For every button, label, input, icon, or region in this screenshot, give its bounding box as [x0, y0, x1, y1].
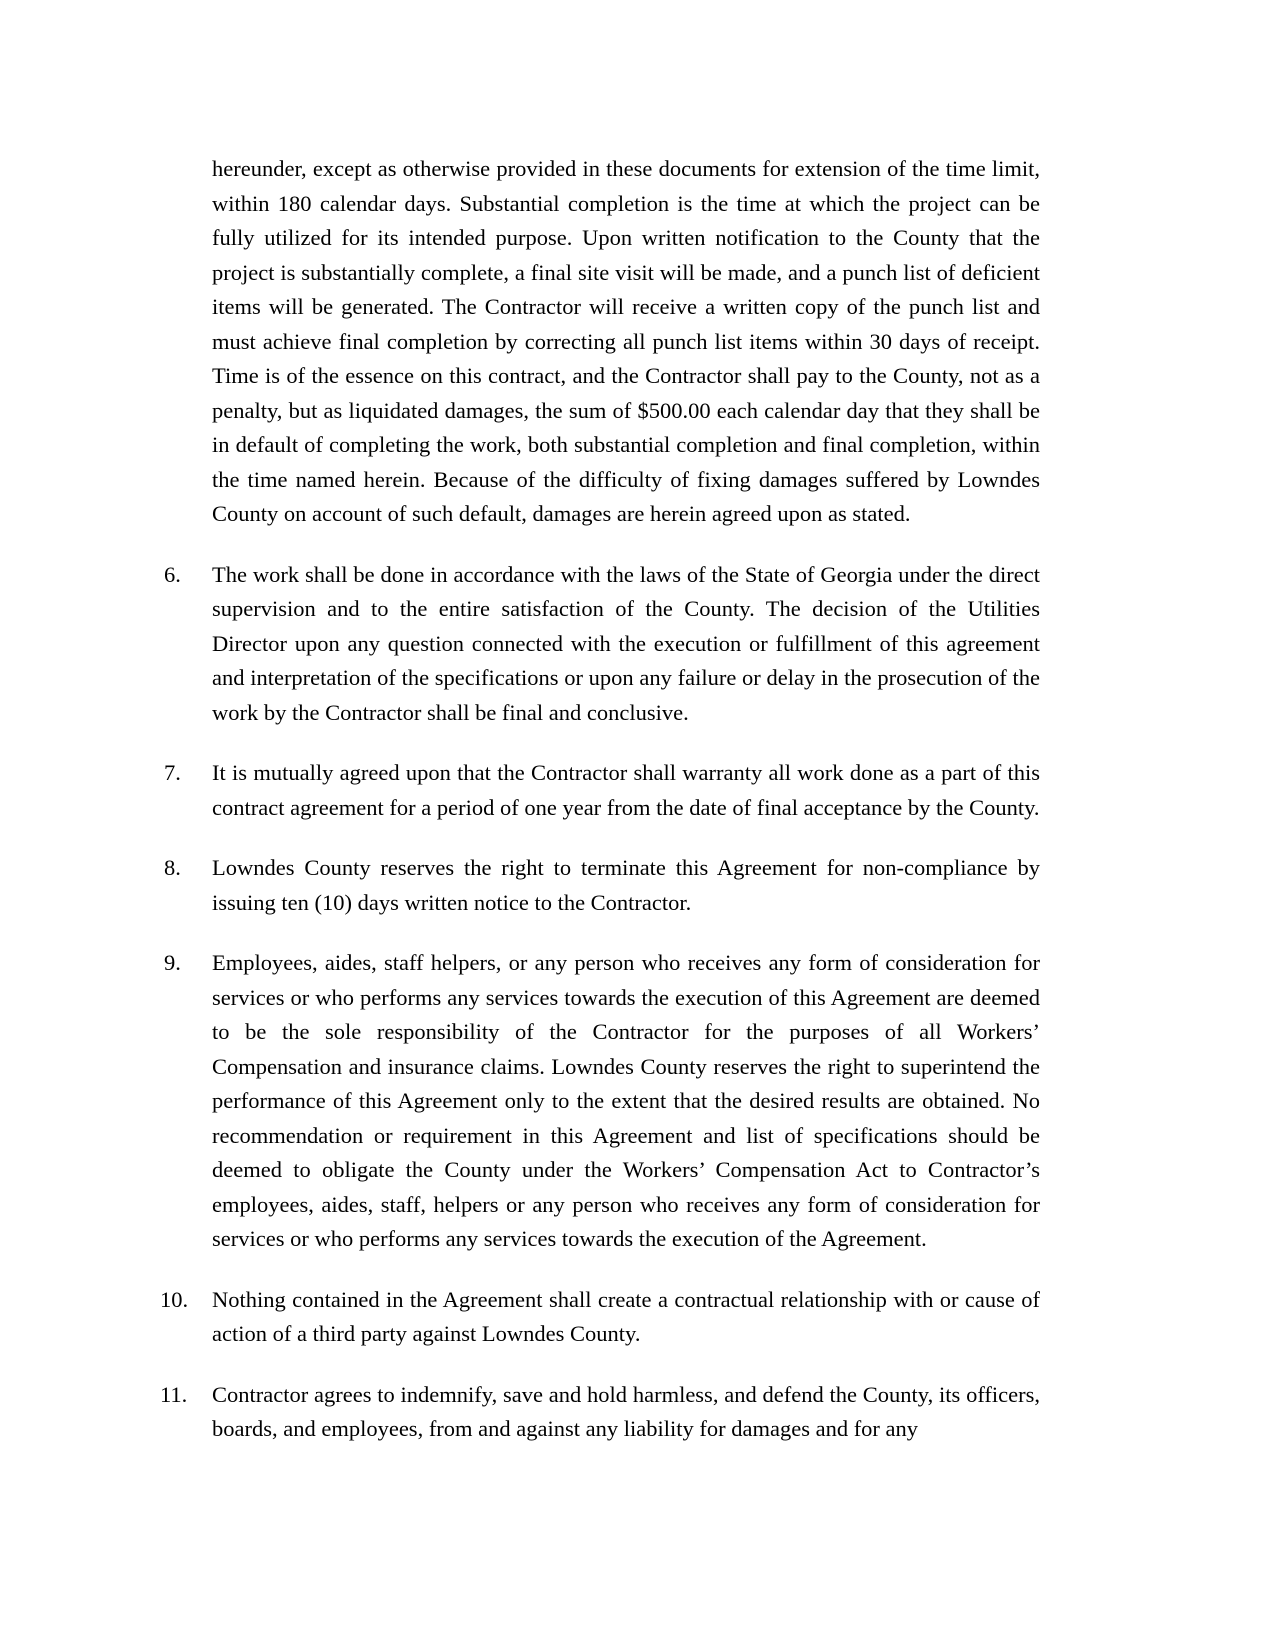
item-number: 6. [164, 561, 181, 587]
item-number: 11. [160, 1381, 188, 1407]
document-body [160, 152, 1040, 1473]
item-number: 7. [164, 760, 181, 785]
item-text: Lowndes County reserves the right to terminate this Agreement for non-compliance by issuing ten (10) days written notice to the Contractor. [212, 855, 1040, 915]
lead-paragraph: hereunder, except as otherwise provided in these documents for extension of the time limit, within 180 calendar days. Substantial completion is the time at which the project can be fully utilized for its intended purpose. Upon written notification to the County that the project is substantially complete, a final site visit will be made, and a punch list of deficient items will be generated. The Contractor will receive a written copy of the punch list and must achieve final completion by correcting all punch list items within 30 days of receipt. Time is of the essence on this contract, and the Contractor shall pay to the County, not as a penalty, but as liquidated damages, the sum of $500.00 each calendar day that they shall be in default of completing the work, both substantial completion and final completion, within the time named herein. Because of the difficulty of fixing damages suffered by Lowndes County on account of such default, damages are herein agreed upon as stated. [212, 156, 1040, 526]
numbered-item [160, 1283, 1040, 1352]
item-text: It is mutually agreed upon that the Contractor shall warranty all work done as a part of this contract agreement for a period of one year from the date of final acceptance by the County. [212, 760, 1040, 820]
item-text: Nothing contained in the Agreement shall create a contractual relationship with or cause of action of a third party against Lowndes County. [212, 1286, 1040, 1346]
item-text: Employees, aides, staff helpers, or any person who receives any form of consideration for services or who performs any services towards the execution of this Agreement are deemed to be the sole responsibility of the Contractor for the purposes of all Workers’ Compensation and insurance claims. Lowndes County reserves the right to superintend the performance of this Agreement only to the extent that the desired results are obtained. No recommendation or requirement in this Agreement and list of specifications should be deemed to obligate the County under the Workers’ Compensation Act to Contractor’s employees, aides, staff, helpers or any person who receives any form of consideration for services or who performs any services towards the execution of the Agreement. [212, 950, 1040, 1251]
item-number: 10. [160, 1286, 189, 1312]
item-number: 8. [164, 855, 181, 880]
numbered-item [160, 558, 1040, 731]
numbered-item [160, 851, 1040, 920]
numbered-item [160, 1378, 1040, 1447]
item-text: Contractor agrees to indemnify, save and hold harmless, and defend the County, its officers, boards, and employees, from and against any liability for damages and for any [212, 1381, 1040, 1441]
numbered-item [160, 946, 1040, 1257]
item-number: 9. [164, 950, 181, 975]
numbered-item [160, 756, 1040, 825]
item-text: The work shall be done in accordance with the laws of the State of Georgia under the direct supervision and to the entire satisfaction of the County. The decision of the Utilities Director upon any question connected with the execution or fulfillment of this agreement and interpretation of the specifications or upon any failure or delay in the prosecution of the work by the Contractor shall be final and conclusive. [212, 561, 1040, 725]
